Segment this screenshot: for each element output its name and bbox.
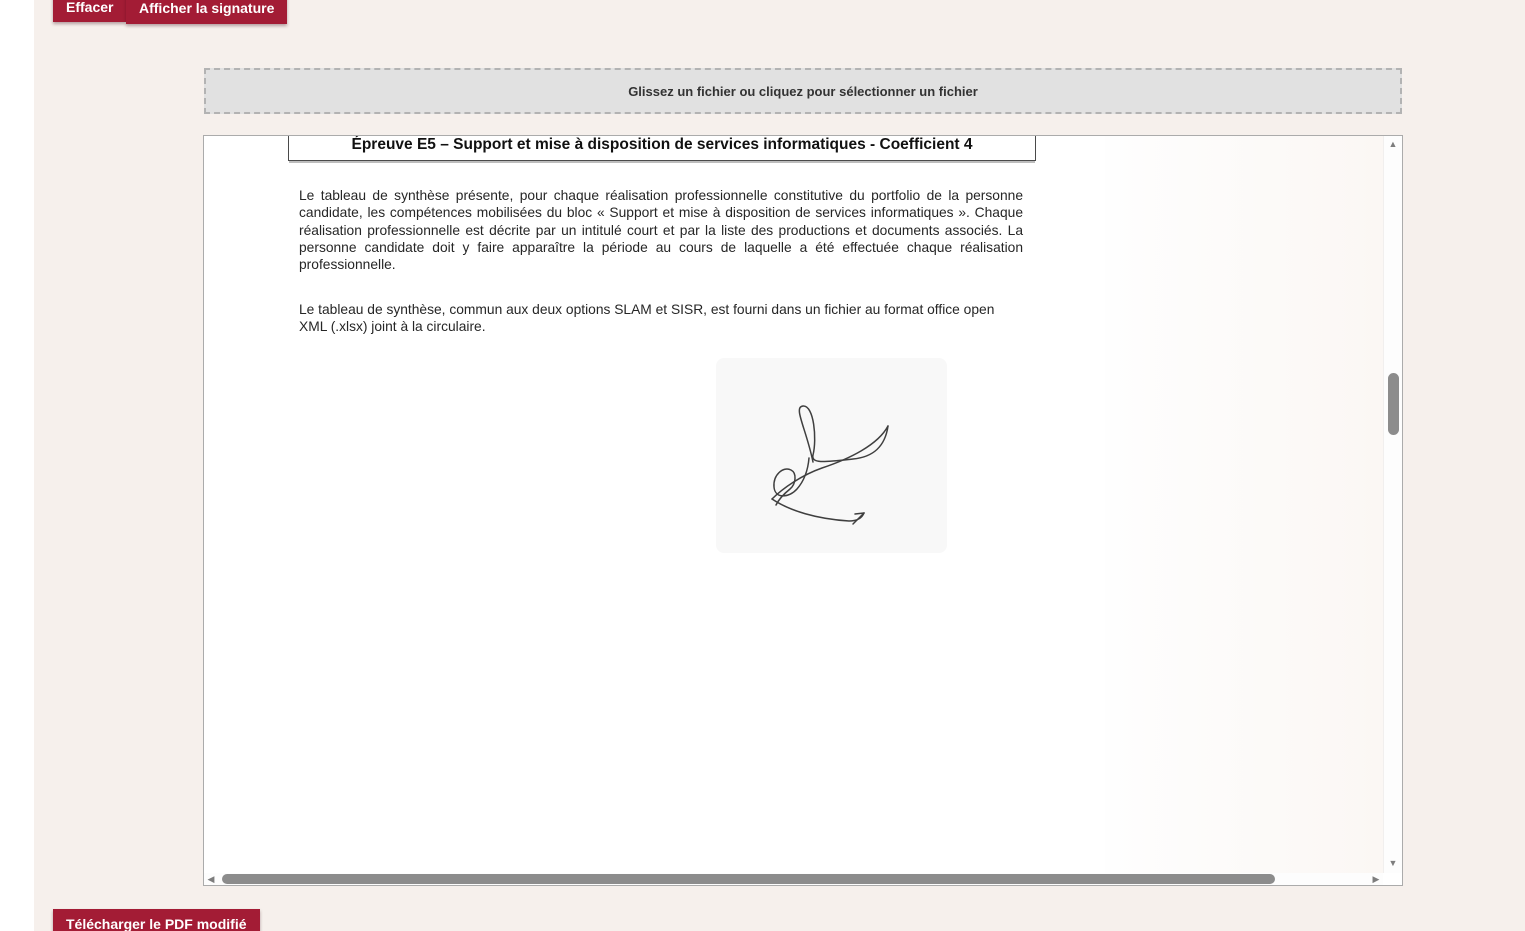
pdf-paragraph-2: Le tableau de synthèse, commun aux deux options SLAM et SISR, est fourni dans un fichier au format office open XML (.xlsx) joint à la circulaire.: [299, 302, 995, 335]
scroll-up-icon[interactable]: ▲: [1388, 139, 1398, 149]
horizontal-scrollbar[interactable]: [204, 873, 1383, 885]
download-pdf-button[interactable]: Télécharger le PDF modifié: [53, 909, 260, 931]
signature-overlay[interactable]: [716, 358, 947, 553]
vertical-scrollbar[interactable]: [1383, 136, 1402, 873]
horizontal-scrollbar-thumb[interactable]: [222, 874, 1275, 884]
clear-signature-button[interactable]: Effacer: [53, 0, 126, 22]
pdf-document-title: Épreuve E5 – Support et mise à disposition de services informatiques - Coefficient 4: [351, 135, 973, 153]
pdf-document-title-box: [288, 135, 1036, 161]
pdf-paragraph-1: Le tableau de synthèse présente, pour chaque réalisation professionnelle constitutive du portfolio de la personne candidate, les compétences mobilisées du bloc « Support et mise à disposition de services informatiques ». Chaque réalisation professionnelle est décrite par un intitulé court et par la liste des productions et documents associés. La personne candidate doit y faire apparaître la période au cours de laquelle a été effectuée chaque réalisation professionnelle.: [299, 188, 1023, 273]
pdf-canvas-margin: [1105, 136, 1383, 873]
main-panel: [34, 0, 1525, 931]
signature-image: [716, 358, 947, 553]
scroll-down-icon[interactable]: ▼: [1388, 858, 1398, 868]
file-dropzone-label: Glissez un fichier ou cliquez pour sélectionner un fichier: [628, 83, 978, 99]
show-signature-button[interactable]: Afficher la signature: [126, 0, 287, 24]
pdf-viewer[interactable]: [203, 135, 1403, 886]
scroll-left-icon[interactable]: ◀: [207, 874, 215, 884]
vertical-scrollbar-thumb[interactable]: [1388, 373, 1399, 435]
file-dropzone[interactable]: [204, 68, 1402, 114]
scroll-right-icon[interactable]: ▶: [1372, 874, 1380, 884]
